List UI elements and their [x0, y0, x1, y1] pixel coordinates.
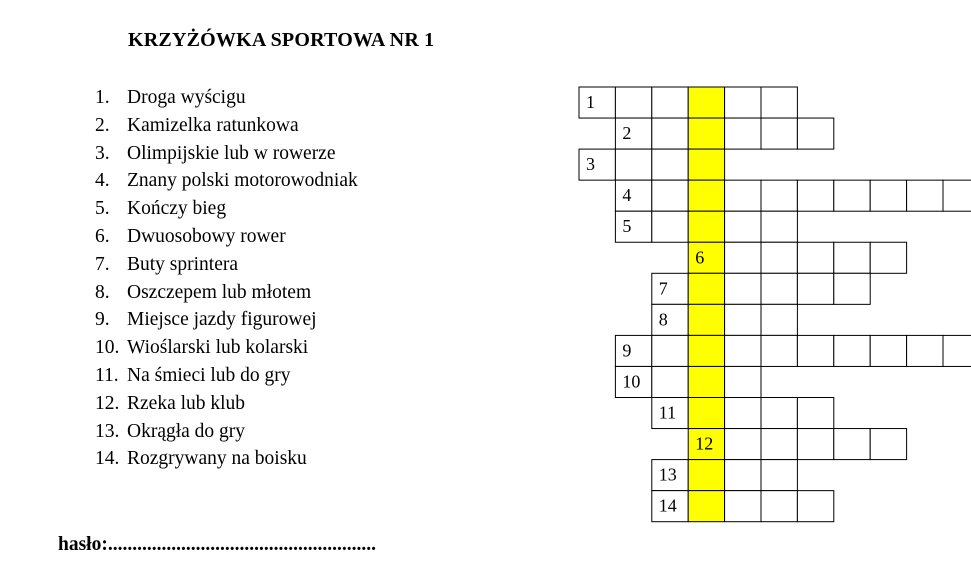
- row-number-label: 10: [622, 371, 641, 392]
- grid-cell: [652, 366, 688, 397]
- grid-cell: [725, 273, 761, 304]
- clue-number: 11.: [95, 364, 119, 386]
- grid-cell: [907, 180, 943, 211]
- grid-cell: [797, 118, 833, 149]
- grid-cell: [834, 273, 870, 304]
- row-number-label: 3: [586, 154, 595, 175]
- grid-cell: [870, 180, 906, 211]
- grid-cell: [761, 211, 797, 242]
- grid-cell: [579, 149, 615, 180]
- grid-cell: [797, 398, 833, 429]
- grid-cell: [834, 335, 870, 366]
- row-number-label: 4: [622, 185, 632, 206]
- grid-cell: [725, 398, 761, 429]
- clue-number: 8.: [95, 281, 110, 303]
- clue-text: Olimpijskie lub w rowerze: [127, 142, 336, 164]
- row-number-label: 5: [622, 216, 632, 237]
- key-cell: [688, 273, 724, 304]
- clue-number: 6.: [95, 225, 110, 247]
- clue-text: Droga wyścigu: [127, 87, 246, 108]
- grid-cell: [761, 273, 797, 304]
- clue-text: Okrągła do gry: [127, 420, 246, 442]
- grid-cell: [761, 429, 797, 460]
- grid-cell: [652, 180, 688, 211]
- grid-cell: [652, 149, 688, 180]
- clue-number: 7.: [95, 253, 110, 275]
- grid-cell: [870, 429, 906, 460]
- grid-cell: [870, 335, 906, 366]
- grid-cell: [943, 335, 971, 366]
- grid-cell: [761, 335, 797, 366]
- grid-cell: [615, 149, 651, 180]
- grid-cell: [725, 366, 761, 397]
- grid-cell: [761, 304, 797, 335]
- grid-cell: [761, 491, 797, 522]
- key-cell: [688, 149, 724, 180]
- clue-text: Wioślarski lub kolarski: [127, 337, 309, 359]
- clue-number: 12.: [95, 392, 120, 414]
- row-number-label: 9: [622, 340, 632, 361]
- grid-cell: [725, 118, 761, 149]
- key-cell: [688, 460, 724, 491]
- clue-number: 13.: [95, 420, 120, 442]
- grid-cell: [725, 211, 761, 242]
- grid-cell: [761, 398, 797, 429]
- grid-cell: [615, 118, 651, 149]
- grid-cell: [725, 335, 761, 366]
- grid-cell: [797, 180, 833, 211]
- clue-number: 1.: [95, 87, 110, 108]
- row-number-label: 1: [586, 92, 595, 112]
- grid-cell: [834, 429, 870, 460]
- key-cell: [688, 87, 724, 118]
- key-cell: [688, 491, 724, 522]
- answer-line: hasło:.......................................................: [58, 534, 376, 555]
- clue-text: Na śmieci lub do gry: [127, 364, 291, 386]
- grid-cell: [725, 304, 761, 335]
- clue-text: Rzeka lub klub: [127, 392, 246, 414]
- row-number-label: 8: [658, 309, 668, 330]
- clue-number: 14.: [95, 448, 120, 470]
- key-cell: [688, 335, 724, 366]
- key-cell: [688, 304, 724, 335]
- clue-text: Oszczepem lub młotem: [127, 281, 312, 303]
- row-number-label: 6: [695, 247, 705, 268]
- grid-cell: [797, 242, 833, 273]
- grid-cell: [579, 87, 615, 118]
- key-cell: [688, 180, 724, 211]
- key-cell: [688, 242, 724, 273]
- clue-number: 3.: [95, 142, 110, 164]
- grid-cell: [797, 429, 833, 460]
- grid-cell: [761, 180, 797, 211]
- grid-cell: [652, 87, 688, 118]
- grid-cell: [615, 180, 651, 211]
- row-number-label: 7: [658, 278, 668, 299]
- clue-text: Znany polski motorowodniak: [127, 170, 358, 192]
- clue-number: 5.: [95, 198, 110, 220]
- grid-cell: [725, 429, 761, 460]
- clue-number: 9.: [95, 309, 110, 331]
- grid-cell: [725, 242, 761, 273]
- row-number-label: 11: [658, 402, 677, 423]
- grid-cell: [652, 335, 688, 366]
- grid-cell: [797, 273, 833, 304]
- clue-number: 4.: [95, 170, 110, 192]
- clue-text: Miejsce jazdy figurowej: [127, 309, 317, 331]
- grid-cell: [615, 211, 651, 242]
- clue-text: Rozgrywany na boisku: [127, 448, 307, 470]
- grid-cell: [725, 87, 761, 118]
- clue-text: Buty sprintera: [127, 253, 239, 275]
- key-cell: [688, 118, 724, 149]
- grid-cell: [725, 460, 761, 491]
- grid-cell: [725, 180, 761, 211]
- row-number-label: 2: [622, 123, 632, 144]
- key-cell: [688, 398, 724, 429]
- grid-cell: [652, 304, 688, 335]
- row-number-label: 13: [658, 464, 677, 485]
- clue-text: Kamizelka ratunkowa: [127, 114, 299, 136]
- page-title: KRZYŻÓWKA SPORTOWA NR 1: [128, 29, 435, 51]
- grid-cell: [797, 335, 833, 366]
- key-cell: [688, 211, 724, 242]
- grid-cell: [761, 460, 797, 491]
- row-number-label: 14: [658, 495, 677, 516]
- clue-text: Kończy bieg: [127, 198, 227, 220]
- grid-cell: [652, 273, 688, 304]
- grid-cell: [615, 87, 651, 118]
- grid-cell: [615, 335, 651, 366]
- grid-cell: [943, 180, 971, 211]
- row-number-label: 12: [695, 433, 714, 454]
- clue-text: Dwuosobowy rower: [127, 225, 286, 247]
- grid-cell: [834, 242, 870, 273]
- grid-cell: [797, 491, 833, 522]
- grid-cell: [652, 211, 688, 242]
- grid-cell: [834, 180, 870, 211]
- grid-cell: [652, 118, 688, 149]
- grid-cell: [907, 335, 943, 366]
- grid-cell: [761, 87, 797, 118]
- grid-cell: [725, 491, 761, 522]
- grid-cell: [870, 242, 906, 273]
- grid-cell: [761, 242, 797, 273]
- grid-cell: [761, 118, 797, 149]
- clue-number: 10.: [95, 337, 120, 359]
- clue-number: 2.: [95, 114, 110, 136]
- key-cell: [688, 366, 724, 397]
